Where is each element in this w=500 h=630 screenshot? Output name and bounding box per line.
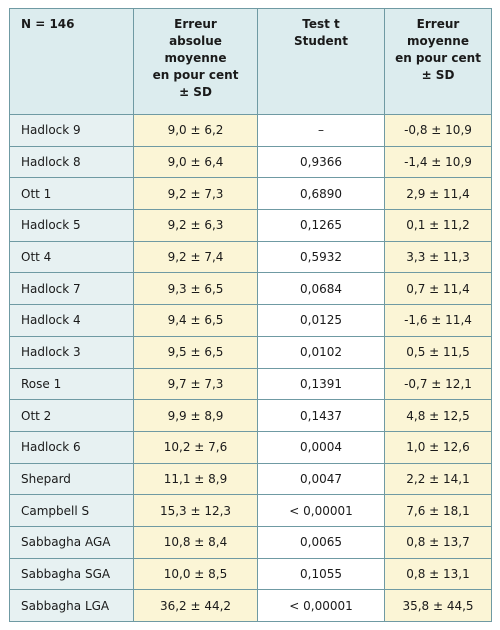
t-test-cell: 0,1055 [258, 558, 385, 590]
method-cell: Campbell S [10, 495, 134, 527]
table-body [10, 115, 492, 622]
method-cell: Shepard [10, 463, 134, 495]
method-cell: Ott 4 [10, 241, 134, 273]
method-cell: Sabbagha AGA [10, 526, 134, 558]
method-cell: Hadlock 9 [10, 115, 134, 147]
header-line: absolue [169, 34, 222, 48]
header-line: en pour cent [152, 68, 239, 82]
table-row [10, 115, 492, 147]
table-row [10, 210, 492, 242]
table-row [10, 400, 492, 432]
t-test-cell: 0,9366 [258, 146, 385, 178]
header-line: en pour cent [395, 51, 481, 65]
header-line: Erreur [174, 17, 217, 31]
absolute-error-cell: 10,8 ± 8,4 [134, 526, 258, 558]
header-line: Test t [302, 17, 340, 31]
t-test-cell: 0,0047 [258, 463, 385, 495]
t-test-cell: 0,0125 [258, 305, 385, 337]
absolute-error-cell: 9,5 ± 6,5 [134, 336, 258, 368]
table-row [10, 463, 492, 495]
header-line: Student [294, 34, 348, 48]
method-cell: Hadlock 7 [10, 273, 134, 305]
method-cell: Ott 2 [10, 400, 134, 432]
t-test-cell: 0,0004 [258, 431, 385, 463]
header-mean-error [385, 9, 492, 115]
absolute-error-cell: 9,9 ± 8,9 [134, 400, 258, 432]
absolute-error-cell: 9,4 ± 6,5 [134, 305, 258, 337]
header-line: N = 146 [21, 17, 75, 31]
method-cell: Hadlock 4 [10, 305, 134, 337]
t-test-cell: 0,0065 [258, 526, 385, 558]
absolute-error-cell: 9,3 ± 6,5 [134, 273, 258, 305]
mean-error-cell: 2,9 ± 11,4 [385, 178, 492, 210]
absolute-error-cell: 9,2 ± 7,4 [134, 241, 258, 273]
mean-error-cell: -0,7 ± 12,1 [385, 368, 492, 400]
header-absolute-error [134, 9, 258, 115]
method-cell: Sabbagha SGA [10, 558, 134, 590]
header-line: ± SD [179, 85, 212, 99]
header-row [10, 9, 492, 115]
mean-error-cell: 0,8 ± 13,1 [385, 558, 492, 590]
header-line: moyenne [407, 34, 469, 48]
t-test-cell: < 0,00001 [258, 590, 385, 622]
mean-error-cell: 7,6 ± 18,1 [385, 495, 492, 527]
absolute-error-cell: 9,0 ± 6,2 [134, 115, 258, 147]
t-test-cell: – [258, 115, 385, 147]
mean-error-cell: 2,2 ± 14,1 [385, 463, 492, 495]
absolute-error-cell: 9,0 ± 6,4 [134, 146, 258, 178]
absolute-error-cell: 11,1 ± 8,9 [134, 463, 258, 495]
table-row [10, 558, 492, 590]
mean-error-cell: -1,6 ± 11,4 [385, 305, 492, 337]
method-cell: Hadlock 8 [10, 146, 134, 178]
mean-error-cell: 0,5 ± 11,5 [385, 336, 492, 368]
t-test-cell: 0,0102 [258, 336, 385, 368]
header-line: moyenne [164, 51, 227, 65]
results-table [9, 8, 492, 622]
table-row [10, 336, 492, 368]
t-test-cell: 0,1437 [258, 400, 385, 432]
method-cell: Rose 1 [10, 368, 134, 400]
table-row [10, 305, 492, 337]
mean-error-cell: 0,1 ± 11,2 [385, 210, 492, 242]
t-test-cell: 0,5932 [258, 241, 385, 273]
t-test-cell: < 0,00001 [258, 495, 385, 527]
t-test-cell: 0,0684 [258, 273, 385, 305]
absolute-error-cell: 9,2 ± 6,3 [134, 210, 258, 242]
absolute-error-cell: 15,3 ± 12,3 [134, 495, 258, 527]
t-test-cell: 0,1391 [258, 368, 385, 400]
mean-error-cell: 1,0 ± 12,6 [385, 431, 492, 463]
method-cell: Ott 1 [10, 178, 134, 210]
mean-error-cell: 3,3 ± 11,3 [385, 241, 492, 273]
method-cell: Hadlock 5 [10, 210, 134, 242]
method-cell: Hadlock 3 [10, 336, 134, 368]
method-cell: Hadlock 6 [10, 431, 134, 463]
table-row [10, 178, 492, 210]
table-row [10, 273, 492, 305]
table-row [10, 146, 492, 178]
mean-error-cell: 0,8 ± 13,7 [385, 526, 492, 558]
absolute-error-cell: 36,2 ± 44,2 [134, 590, 258, 622]
absolute-error-cell: 10,2 ± 7,6 [134, 431, 258, 463]
table-row [10, 526, 492, 558]
table-row [10, 241, 492, 273]
mean-error-cell: 35,8 ± 44,5 [385, 590, 492, 622]
t-test-cell: 0,1265 [258, 210, 385, 242]
mean-error-cell: -1,4 ± 10,9 [385, 146, 492, 178]
header-sample-size [10, 9, 134, 115]
table-row [10, 590, 492, 622]
mean-error-cell: -0,8 ± 10,9 [385, 115, 492, 147]
method-cell: Sabbagha LGA [10, 590, 134, 622]
header-t-test [258, 9, 385, 115]
t-test-cell: 0,6890 [258, 178, 385, 210]
table-row [10, 431, 492, 463]
header-line: ± SD [421, 68, 455, 82]
absolute-error-cell: 10,0 ± 8,5 [134, 558, 258, 590]
table-row [10, 495, 492, 527]
mean-error-cell: 0,7 ± 11,4 [385, 273, 492, 305]
absolute-error-cell: 9,2 ± 7,3 [134, 178, 258, 210]
table-row [10, 368, 492, 400]
mean-error-cell: 4,8 ± 12,5 [385, 400, 492, 432]
absolute-error-cell: 9,7 ± 7,3 [134, 368, 258, 400]
header-line: Erreur [416, 17, 460, 31]
